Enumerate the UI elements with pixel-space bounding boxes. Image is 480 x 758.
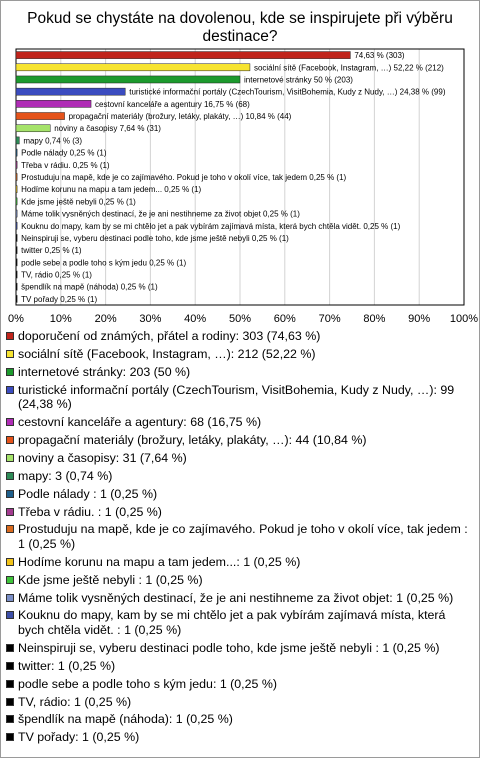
legend-swatch <box>6 386 14 394</box>
legend-item <box>6 329 472 344</box>
bar <box>16 100 91 107</box>
bar-label: Hodíme korunu na mapu a tam jedem... 0,25 % (1) <box>21 185 202 195</box>
bar <box>16 234 17 241</box>
legend-item <box>6 573 472 588</box>
legend-item <box>6 555 472 570</box>
bar-label: Prostuduju na mapě, kde je co zajímavého. Pokud je toho v okolí více, tak jedem 0,25 % (1) <box>21 173 347 182</box>
legend-swatch <box>6 680 14 688</box>
legend-swatch <box>6 715 14 723</box>
legend-label: Třeba v rádiu. : 1 (0,25 %) <box>18 504 162 519</box>
x-tick-label: 10% <box>49 313 72 325</box>
legend-item <box>6 433 472 448</box>
legend-swatch <box>6 662 14 670</box>
legend-item <box>6 591 472 606</box>
bar-label: Kouknu do mapy, kam by se mi chtělo jet a pak vybírám zajímavá místa, která bych chtěla vidět. 0,25 % (1) <box>21 221 401 231</box>
bar <box>16 271 17 278</box>
x-tick-label: 30% <box>139 313 162 325</box>
legend-swatch <box>6 454 14 462</box>
legend-label: Prostuduju na mapě, kde je co zajímavého. Pokud je toho v okolí více, tak jedem : 1 (0,25 %) <box>18 522 468 551</box>
legend-item <box>6 712 472 727</box>
legend-swatch <box>6 733 14 741</box>
x-tick-label: 20% <box>94 313 117 325</box>
bar-label: twitter 0,25 % (1) <box>21 246 82 256</box>
x-tick-label: 70% <box>318 313 341 325</box>
legend-swatch <box>6 611 14 619</box>
bar <box>16 76 240 83</box>
legend-swatch <box>6 576 14 584</box>
legend-label: noviny a časopisy: 31 (7,64 %) <box>18 450 187 465</box>
x-tick-label: 0% <box>8 313 24 325</box>
bar <box>16 88 125 95</box>
bar-label: cestovní kanceláře a agentury 16,75 % (68) <box>95 99 250 109</box>
bar-label: podle sebe a podle toho s kým jedu 0,25 % (1) <box>21 258 187 268</box>
legend-label: mapy: 3 (0,74 %) <box>18 468 113 483</box>
legend-swatch <box>6 490 14 498</box>
chart-title: Pokud se chystáte na dovolenou, kde se inspirujete při výběru destinace? <box>27 10 453 45</box>
legend-label: sociální sítě (Facebook, Instagram, …): 212 (52,22 %) <box>18 346 316 361</box>
legend-label: TV pořady: 1 (0,25 %) <box>18 730 140 745</box>
x-tick-label: 90% <box>408 313 431 325</box>
legend-label: internetové stránky: 203 (50 %) <box>18 364 191 379</box>
legend-label: Máme tolik vysněných destinací, že je ani nestihneme za život objet: 1 (0,25 %) <box>18 590 454 605</box>
bar-label: 74,63 % (303) <box>354 51 405 61</box>
bar <box>16 186 17 193</box>
legend-swatch <box>6 644 14 652</box>
legend-label: turistické informační portály (CzechTourism, VisitBohemia, Kudy z Nudy, …): 99 (24,38 %) <box>18 382 455 412</box>
legend-swatch <box>6 436 14 444</box>
bar-chart <box>0 0 480 330</box>
legend-item <box>6 505 472 520</box>
legend-swatch <box>6 698 14 706</box>
bar-label: internetové stránky 50 % (203) <box>244 75 353 85</box>
x-tick-label: 100% <box>449 313 479 325</box>
legend-swatch <box>6 525 14 533</box>
legend-swatch <box>6 508 14 516</box>
bar <box>16 283 17 290</box>
legend-swatch <box>6 472 14 480</box>
legend-item <box>6 383 472 412</box>
legend-label: Hodíme korunu na mapu a tam jedem...: 1 (0,25 %) <box>18 554 301 569</box>
bar-label: Máme tolik vysněných destinací, že je ani nestihneme za život objet 0,25 % (1) <box>21 209 300 219</box>
x-tick-label: 60% <box>273 313 296 325</box>
legend-swatch <box>6 368 14 376</box>
bar <box>16 113 65 120</box>
bar <box>16 64 250 71</box>
legend-item <box>6 677 472 692</box>
legend-swatch <box>6 332 14 340</box>
legend-label: twitter: 1 (0,25 %) <box>18 658 116 673</box>
legend-label: TV, rádio: 1 (0,25 %) <box>18 694 132 709</box>
bar <box>16 247 17 254</box>
legend-swatch <box>6 418 14 426</box>
legend-item <box>6 641 472 656</box>
legend-label: Kouknu do mapy, kam by se mi chtělo jet a pak vybírám zajímavá místa, která bych chtěla vidět. : 1 (0,25 %) <box>18 608 446 637</box>
legend-label: Kde jsme ještě nebyli : 1 (0,25 %) <box>18 572 203 587</box>
legend-item <box>6 695 472 710</box>
bar-label: Neinspiruji se, vyberu destinaci podle toho, kde jsme ještě nebyli 0,25 % (1) <box>21 233 289 243</box>
legend-label: Podle nálady : 1 (0,25 %) <box>18 486 158 501</box>
legend-swatch <box>6 558 14 566</box>
legend-label: propagační materiály (brožury, letáky, plakáty, …): 44 (10,84 %) <box>18 432 367 447</box>
legend-item <box>6 730 472 745</box>
legend-item <box>6 487 472 502</box>
bar-label: noviny a časopisy 7,64 % (31) <box>54 124 161 134</box>
x-tick-label: 40% <box>184 313 207 325</box>
legend-swatch <box>6 594 14 602</box>
bar <box>16 125 50 132</box>
x-tick-label: 50% <box>228 313 252 325</box>
bar <box>16 222 17 229</box>
legend-swatch <box>6 350 14 358</box>
legend-item <box>6 608 472 637</box>
bar <box>16 161 17 168</box>
bar-label: turistické informační portály (CzechTourism, VisitBohemia, Kudy z Nudy, …) 24,38 % (99) <box>129 87 446 97</box>
bar-label: mapy 0,74 % (3) <box>23 136 83 146</box>
legend-item <box>6 522 472 551</box>
legend-item <box>6 451 472 466</box>
bar <box>16 210 17 217</box>
bar-label: Podle nálady 0,25 % (1) <box>21 148 107 158</box>
bar <box>16 295 17 302</box>
bar <box>16 259 17 266</box>
legend-item <box>6 469 472 484</box>
legend-label: doporučení od známých, přátel a rodiny: 303 (74,63 %) <box>18 329 321 343</box>
legend-label: špendlík na mapě (náhoda): 1 (0,25 %) <box>18 712 233 727</box>
legend-label: cestovní kanceláře a agentury: 68 (16,75 %) <box>18 415 262 430</box>
chart-legend <box>6 329 472 748</box>
bar <box>16 173 17 180</box>
bar <box>16 137 19 144</box>
bar-label: špendlík na mapě (náhoda) 0,25 % (1) <box>21 282 158 292</box>
legend-label: podle sebe a podle toho s kým jedu: 1 (0,25 %) <box>18 676 277 691</box>
bar-label: TV pořady 0,25 % (1) <box>21 294 98 304</box>
bar-label: sociální sítě (Facebook, Instagram, …) 52,22 % (212) <box>253 63 444 73</box>
bar <box>16 149 17 156</box>
legend-item <box>6 365 472 380</box>
bar-label: TV, rádio 0,25 % (1) <box>21 270 92 280</box>
legend-item <box>6 659 472 674</box>
legend-item <box>6 415 472 430</box>
legend-item <box>6 347 472 362</box>
bar <box>16 52 350 59</box>
bar <box>16 198 17 205</box>
bar-label: propagační materiály (brožury, letáky, plakáty, …) 10,84 % (44) <box>68 112 292 122</box>
legend-label: Neinspiruji se, vyberu destinaci podle toho, kde jsme ještě nebyli : 1 (0,25 %) <box>18 640 440 655</box>
bar-label: Kde jsme ještě nebyli 0,25 % (1) <box>21 197 136 207</box>
bar-label: Třeba v rádiu. 0,25 % (1) <box>21 160 110 170</box>
x-tick-label: 80% <box>363 313 386 325</box>
